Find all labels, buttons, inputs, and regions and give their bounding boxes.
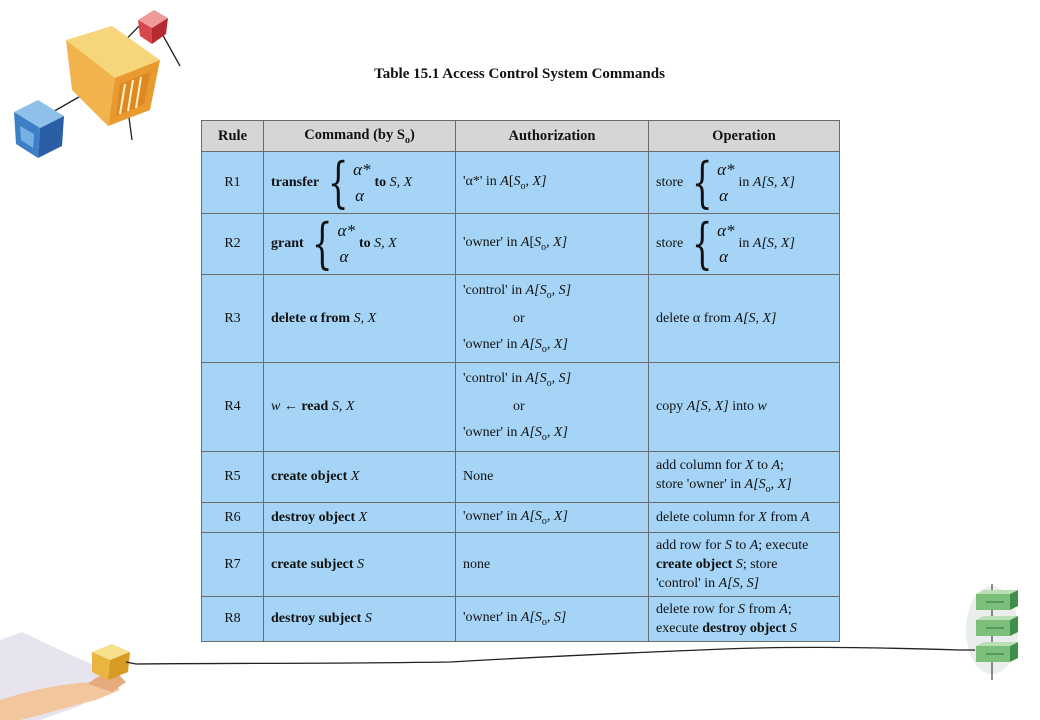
command-cell: w ← read S, X <box>264 363 456 452</box>
header-row <box>202 121 840 152</box>
command-cell: create subject S <box>264 533 456 597</box>
operation-cell: delete α from A[S, X] <box>649 275 840 363</box>
operation-cell: store { α* α in A[S, X] <box>649 152 840 214</box>
header-command: Command (by $S_o$) <box>264 121 456 152</box>
table-row <box>202 452 840 503</box>
table-row <box>202 214 840 275</box>
rule-cell: R8 <box>202 597 264 642</box>
header-rule: Rule <box>202 121 264 152</box>
header-operation: Operation <box>649 121 840 152</box>
authorization-cell: 'owner' in $A[S_o$, S] <box>456 597 649 642</box>
operation-cell: copy A[S, X] into w <box>649 363 840 452</box>
operation-cell: delete row for S from A; execute destroy object S <box>649 597 840 642</box>
table-row <box>202 152 840 214</box>
stacked-boxes-illustration <box>960 584 1018 680</box>
authorization-cell: 'control' in $A[S_o$, S] or 'owner' in $A[S_o$, X] <box>456 275 649 363</box>
authorization-cell: 'owner' in $A[S_o$, X] <box>456 214 649 275</box>
hand-drawn-line <box>136 647 960 664</box>
command-cell: grant { α* α to S, X <box>264 214 456 275</box>
operation-cell: store { α* α in A[S, X] <box>649 214 840 275</box>
authorization-cell: 'control' in $A[S_o$, S] or 'owner' in $A[S_o$, X] <box>456 363 649 452</box>
command-cell: transfer { α* α to S, X <box>264 152 456 214</box>
table-caption: Table 15.1 Access Control System Commands <box>374 66 665 82</box>
rule-cell: R5 <box>202 452 264 503</box>
header-authorization: Authorization <box>456 121 649 152</box>
rule-cell: R1 <box>202 152 264 214</box>
table-row <box>202 597 840 642</box>
rule-cell: R6 <box>202 503 264 533</box>
rule-cell: R2 <box>202 214 264 275</box>
table-row <box>202 503 840 533</box>
table-row <box>202 275 840 363</box>
authorization-cell: none <box>456 533 649 597</box>
operation-cell: delete column for X from A <box>649 503 840 533</box>
command-cell: destroy subject S <box>264 597 456 642</box>
operation-cell: add row for S to A; execute create object S; store 'control' in A[S, S] <box>649 533 840 597</box>
authorization-cell: None <box>456 452 649 503</box>
command-cell: create object X <box>264 452 456 503</box>
authorization-cell: 'owner' in $A[S_o$, X] <box>456 503 649 533</box>
command-cell: destroy object X <box>264 503 456 533</box>
access-control-table <box>201 120 840 642</box>
command-cell: delete α from S, X <box>264 275 456 363</box>
table-row <box>202 533 840 597</box>
rule-cell: R4 <box>202 363 264 452</box>
hand-holding-cube-illustration <box>0 632 136 720</box>
cube-cluster-illustration <box>14 10 180 158</box>
rule-cell: R3 <box>202 275 264 363</box>
table-row <box>202 363 840 452</box>
authorization-cell: 'α*' in $A[S_o$, X] <box>456 152 649 214</box>
rule-cell: R7 <box>202 533 264 597</box>
operation-cell: add column for X to A; store 'owner' in $A[S_o$, X] <box>649 452 840 503</box>
